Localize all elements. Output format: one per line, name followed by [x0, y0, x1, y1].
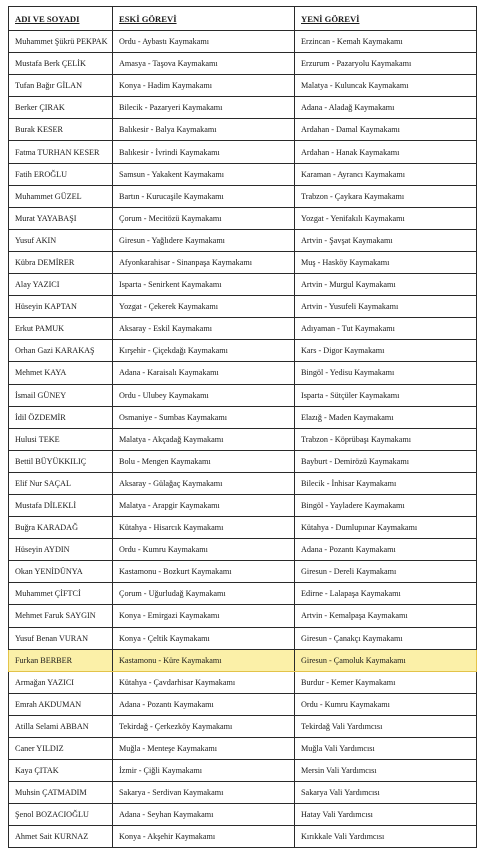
- cell-new-post: Adana - Aladağ Kaymakamı: [295, 97, 477, 119]
- cell-old-post: Kastamonu - Bozkurt Kaymakamı: [113, 561, 295, 583]
- table-row: [9, 627, 477, 649]
- cell-name: Emrah AKDUMAN: [9, 693, 113, 715]
- cell-name: Fatih EROĞLU: [9, 163, 113, 185]
- cell-name: Buğra KARADAĞ: [9, 517, 113, 539]
- table-row: [9, 185, 477, 207]
- table-row: [9, 97, 477, 119]
- cell-old-post: Kütahya - Çavdarhisar Kaymakamı: [113, 671, 295, 693]
- cell-name: Ahmet Sait KURNAZ: [9, 826, 113, 848]
- cell-name: Hüseyin AYDIN: [9, 539, 113, 561]
- cell-new-post: Bingöl - Yayladere Kaymakamı: [295, 494, 477, 516]
- table-row: [9, 428, 477, 450]
- cell-new-post: Elazığ - Maden Kaymakamı: [295, 406, 477, 428]
- cell-new-post: Bilecik - İnhisar Kaymakamı: [295, 472, 477, 494]
- table-row: [9, 715, 477, 737]
- cell-new-post: Ardahan - Damal Kaymakamı: [295, 119, 477, 141]
- cell-old-post: Bartın - Kurucaşile Kaymakamı: [113, 185, 295, 207]
- table-row: [9, 804, 477, 826]
- cell-old-post: İzmir - Çiğli Kaymakamı: [113, 760, 295, 782]
- table-row: [9, 782, 477, 804]
- cell-name: Fatma TURHAN KESER: [9, 141, 113, 163]
- cell-name: Orhan Gazi KARAKAŞ: [9, 340, 113, 362]
- table-row: [9, 605, 477, 627]
- table-row: [9, 53, 477, 75]
- cell-old-post: Sakarya - Serdivan Kaymakamı: [113, 782, 295, 804]
- cell-name: Mehmet KAYA: [9, 362, 113, 384]
- cell-name: Caner YILDIZ: [9, 738, 113, 760]
- cell-old-post: Konya - Akşehir Kaymakamı: [113, 826, 295, 848]
- table-row: [9, 583, 477, 605]
- cell-new-post: Artvin - Kemalpaşa Kaymakamı: [295, 605, 477, 627]
- cell-new-post: Trabzon - Çaykara Kaymakamı: [295, 185, 477, 207]
- cell-name: Burak KESER: [9, 119, 113, 141]
- header-old-post: ESKİ GÖREVİ: [113, 7, 295, 31]
- cell-old-post: Isparta - Senirkent Kaymakamı: [113, 274, 295, 296]
- cell-name: Kaya ÇITAK: [9, 760, 113, 782]
- cell-name: Elif Nur SAÇAL: [9, 472, 113, 494]
- cell-name: İsmail GÜNEY: [9, 384, 113, 406]
- cell-new-post: Bayburt - Demirözü Kaymakamı: [295, 450, 477, 472]
- cell-new-post: Muş - Hasköy Kaymakamı: [295, 251, 477, 273]
- table-row: [9, 31, 477, 53]
- cell-new-post: Artvin - Şavşat Kaymakamı: [295, 229, 477, 251]
- cell-old-post: Aksaray - Eskil Kaymakamı: [113, 318, 295, 340]
- cell-name: Hüseyin KAPTAN: [9, 296, 113, 318]
- cell-old-post: Ordu - Kumru Kaymakamı: [113, 539, 295, 561]
- table-row: [9, 384, 477, 406]
- cell-name: Muhsin ÇATMADIM: [9, 782, 113, 804]
- cell-new-post: Giresun - Çanakçı Kaymakamı: [295, 627, 477, 649]
- cell-name: İdil ÖZDEMİR: [9, 406, 113, 428]
- table-row: [9, 406, 477, 428]
- cell-new-post: Yozgat - Yenifakılı Kaymakamı: [295, 207, 477, 229]
- table-row: [9, 671, 477, 693]
- header-new-post: YENİ GÖREVİ: [295, 7, 477, 31]
- table-row: [9, 362, 477, 384]
- cell-new-post: Artvin - Murgul Kaymakamı: [295, 274, 477, 296]
- table-body: [9, 31, 477, 848]
- table-row: [9, 826, 477, 848]
- cell-name: Furkan BERBER: [9, 649, 113, 671]
- table-header-row: [9, 7, 477, 31]
- cell-new-post: Mersin Vali Yardımcısı: [295, 760, 477, 782]
- cell-old-post: Amasya - Taşova Kaymakamı: [113, 53, 295, 75]
- cell-name: Erkut PAMUK: [9, 318, 113, 340]
- cell-new-post: Erzurum - Pazaryolu Kaymakamı: [295, 53, 477, 75]
- cell-old-post: Adana - Pozantı Kaymakamı: [113, 693, 295, 715]
- cell-new-post: Malatya - Kuluncak Kaymakamı: [295, 75, 477, 97]
- cell-old-post: Konya - Emirgazi Kaymakamı: [113, 605, 295, 627]
- table-row: [9, 760, 477, 782]
- cell-name: Mehmet Faruk SAYGIN: [9, 605, 113, 627]
- cell-name: Berker ÇIRAK: [9, 97, 113, 119]
- table-row: [9, 274, 477, 296]
- cell-new-post: Kars - Digor Kaymakamı: [295, 340, 477, 362]
- cell-new-post: Kırıkkale Vali Yardımcısı: [295, 826, 477, 848]
- cell-old-post: Ordu - Aybastı Kaymakamı: [113, 31, 295, 53]
- cell-name: Şenol BOZACIOĞLU: [9, 804, 113, 826]
- table-row: [9, 340, 477, 362]
- cell-new-post: Trabzon - Köprübaşı Kaymakamı: [295, 428, 477, 450]
- cell-new-post: Giresun - Çamoluk Kaymakamı: [295, 649, 477, 671]
- cell-old-post: Adana - Seyhan Kaymakamı: [113, 804, 295, 826]
- table-row: [9, 693, 477, 715]
- cell-old-post: Balıkesir - Balya Kaymakamı: [113, 119, 295, 141]
- cell-old-post: Adana - Karaisalı Kaymakamı: [113, 362, 295, 384]
- cell-old-post: Konya - Çeltik Kaymakamı: [113, 627, 295, 649]
- cell-name: Mustafa Berk ÇELİK: [9, 53, 113, 75]
- cell-name: Murat YAYABAŞI: [9, 207, 113, 229]
- table-row: [9, 163, 477, 185]
- cell-new-post: Hatay Vali Yardımcısı: [295, 804, 477, 826]
- cell-name: Yusuf Benan VURAN: [9, 627, 113, 649]
- cell-new-post: Muğla Vali Yardımcısı: [295, 738, 477, 760]
- table-row: [9, 539, 477, 561]
- cell-new-post: Burdur - Kemer Kaymakamı: [295, 671, 477, 693]
- cell-name: Armağan YAZICI: [9, 671, 113, 693]
- cell-new-post: Kütahya - Dumlupınar Kaymakamı: [295, 517, 477, 539]
- cell-old-post: Ordu - Ulubey Kaymakamı: [113, 384, 295, 406]
- cell-new-post: Adana - Pozantı Kaymakamı: [295, 539, 477, 561]
- table-row: [9, 494, 477, 516]
- cell-old-post: Afyonkarahisar - Sinanpaşa Kaymakamı: [113, 251, 295, 273]
- cell-old-post: Kütahya - Hisarcık Kaymakamı: [113, 517, 295, 539]
- table-row: [9, 450, 477, 472]
- cell-new-post: Edirne - Lalapaşa Kaymakamı: [295, 583, 477, 605]
- cell-new-post: Karaman - Ayrancı Kaymakamı: [295, 163, 477, 185]
- cell-new-post: Artvin - Yusufeli Kaymakamı: [295, 296, 477, 318]
- table-row: [9, 141, 477, 163]
- cell-old-post: Yozgat - Çekerek Kaymakamı: [113, 296, 295, 318]
- cell-new-post: Giresun - Dereli Kaymakamı: [295, 561, 477, 583]
- table-row: [9, 738, 477, 760]
- table-row: [9, 207, 477, 229]
- cell-old-post: Çorum - Mecitözü Kaymakamı: [113, 207, 295, 229]
- cell-name: Muhammet ÇİFTCİ: [9, 583, 113, 605]
- cell-new-post: Sakarya Vali Yardımcısı: [295, 782, 477, 804]
- appointment-table: [8, 6, 477, 848]
- cell-old-post: Malatya - Akçadağ Kaymakamı: [113, 428, 295, 450]
- table-row: [9, 229, 477, 251]
- cell-old-post: Bolu - Mengen Kaymakamı: [113, 450, 295, 472]
- cell-name: Mustafa DİLEKLİ: [9, 494, 113, 516]
- cell-new-post: Tekirdağ Vali Yardımcısı: [295, 715, 477, 737]
- table-row: [9, 119, 477, 141]
- appointment-document: [8, 6, 476, 848]
- cell-old-post: Samsun - Yakakent Kaymakamı: [113, 163, 295, 185]
- cell-name: Bettil BÜYÜKKILIÇ: [9, 450, 113, 472]
- cell-old-post: Çorum - Uğurludağ Kaymakamı: [113, 583, 295, 605]
- cell-new-post: Bingöl - Yedisu Kaymakamı: [295, 362, 477, 384]
- cell-old-post: Kastamonu - Küre Kaymakamı: [113, 649, 295, 671]
- cell-old-post: Bilecik - Pazaryeri Kaymakamı: [113, 97, 295, 119]
- cell-name: Tufan Bağır GİLAN: [9, 75, 113, 97]
- table-row: [9, 296, 477, 318]
- cell-new-post: Ordu - Kumru Kaymakamı: [295, 693, 477, 715]
- cell-old-post: Giresun - Yağlıdere Kaymakamı: [113, 229, 295, 251]
- cell-old-post: Malatya - Arapgir Kaymakamı: [113, 494, 295, 516]
- table-row-highlighted: [9, 649, 477, 671]
- cell-old-post: Balıkesir - İvrindi Kaymakamı: [113, 141, 295, 163]
- cell-name: Hulusi TEKE: [9, 428, 113, 450]
- cell-new-post: Isparta - Sütçüler Kaymakamı: [295, 384, 477, 406]
- cell-name: Atilla Selami ABBAN: [9, 715, 113, 737]
- table-row: [9, 472, 477, 494]
- table-row: [9, 75, 477, 97]
- cell-old-post: Konya - Hadim Kaymakamı: [113, 75, 295, 97]
- cell-name: Muhammet Şükrü PEKPAK: [9, 31, 113, 53]
- cell-old-post: Osmaniye - Sumbas Kaymakamı: [113, 406, 295, 428]
- cell-new-post: Ardahan - Hanak Kaymakamı: [295, 141, 477, 163]
- cell-name: Muhammet GÜZEL: [9, 185, 113, 207]
- cell-name: Kübra DEMİRER: [9, 251, 113, 273]
- cell-new-post: Erzincan - Kemah Kaymakamı: [295, 31, 477, 53]
- table-row: [9, 251, 477, 273]
- cell-old-post: Kırşehir - Çiçekdağı Kaymakamı: [113, 340, 295, 362]
- table-row: [9, 561, 477, 583]
- cell-name: Okan YENİDÜNYA: [9, 561, 113, 583]
- table-row: [9, 517, 477, 539]
- cell-name: Yusuf AKIN: [9, 229, 113, 251]
- cell-old-post: Aksaray - Gülağaç Kaymakamı: [113, 472, 295, 494]
- cell-old-post: Tekirdağ - Çerkezköy Kaymakamı: [113, 715, 295, 737]
- cell-new-post: Adıyaman - Tut Kaymakamı: [295, 318, 477, 340]
- header-name: ADI VE SOYADI: [9, 7, 113, 31]
- cell-name: Alay YAZICI: [9, 274, 113, 296]
- table-row: [9, 318, 477, 340]
- cell-old-post: Muğla - Menteşe Kaymakamı: [113, 738, 295, 760]
